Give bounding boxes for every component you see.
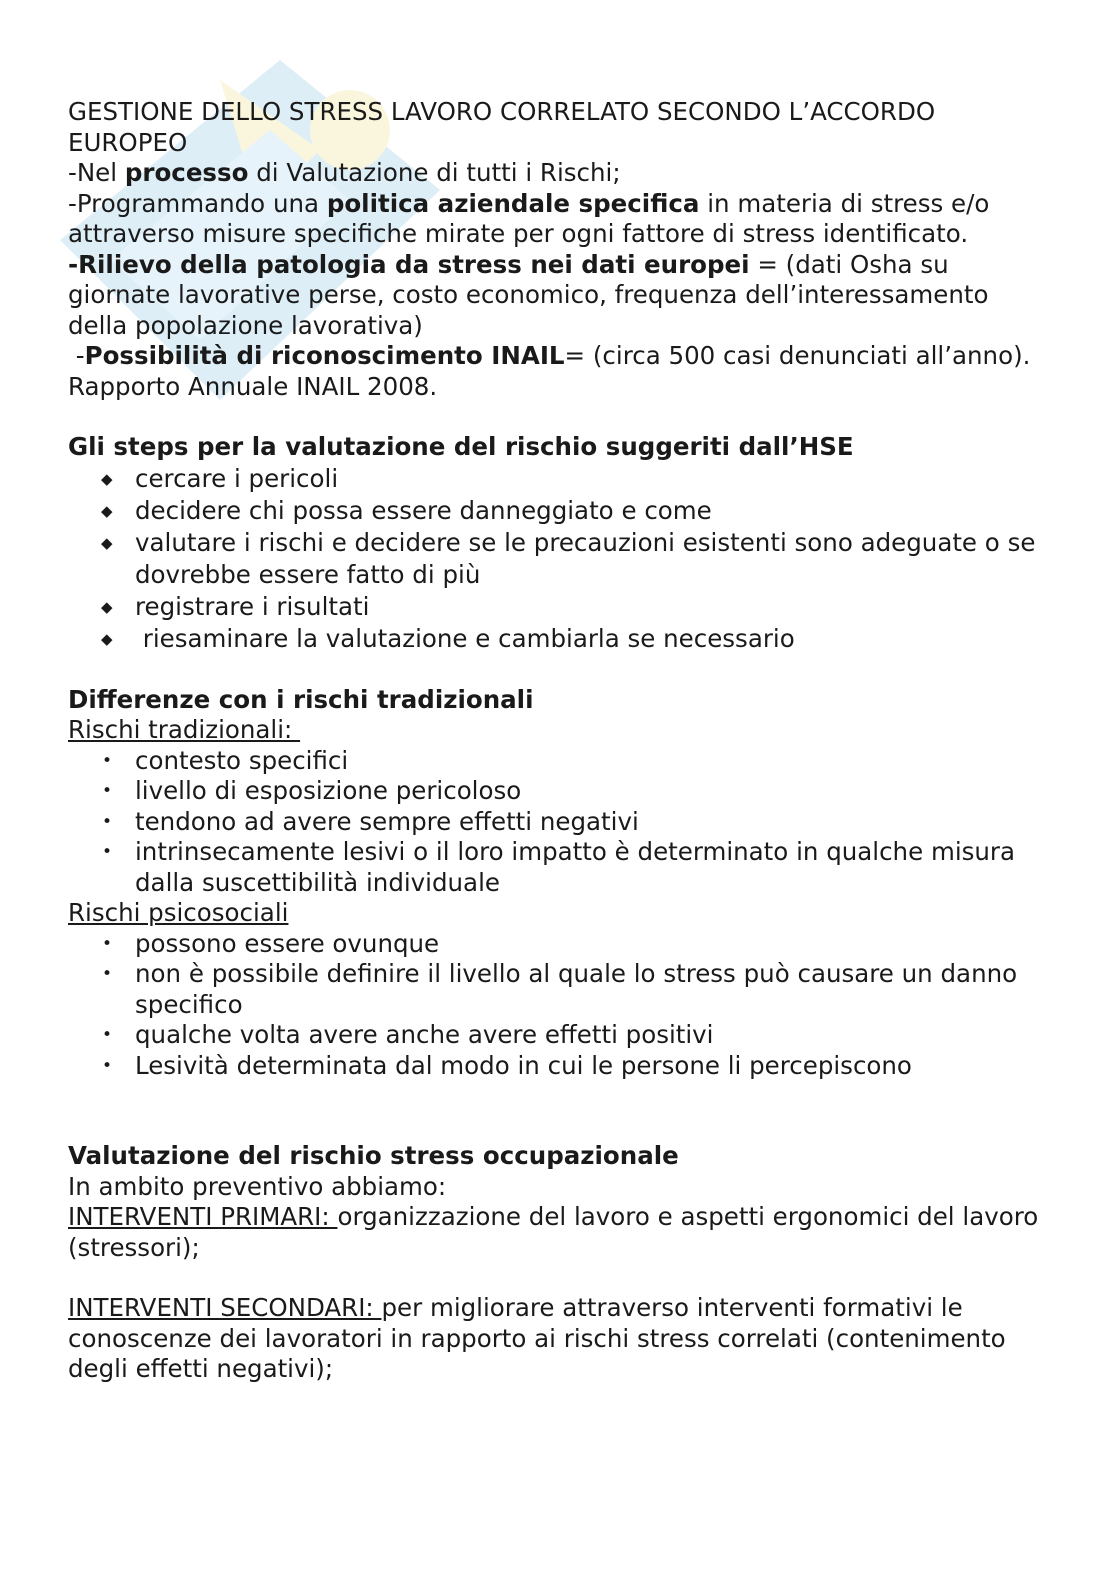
secondary-interventions-label: INTERVENTI SECONDARI: xyxy=(68,1293,382,1322)
intro-line: -Possibilità di riconoscimento INAIL= (circa 500 casi denunciati all’anno). Rapporto Annuale INAIL 2008. xyxy=(68,341,1039,401)
secondary-interventions: INTERVENTI SECONDARI: per migliorare attraverso interventi formativi le conoscenze dei lavoratori in rapporto ai rischi stress correlati (contenimento degli effetti negativi); xyxy=(68,1293,1006,1383)
list-item: • livello di esposizione pericoloso xyxy=(68,776,1048,807)
list-item: ◆ valutare i rischi e decidere se le precauzioni esistenti sono adeguate o se dovrebbe essere fatto di più xyxy=(68,527,1048,591)
intro-line: -Programmando una politica aziendale specifica in materia di stress e/o attraverso misure specifiche mirate per ogni fattore di stress identificato. xyxy=(68,188,990,248)
list-item: • intrinsecamente lesivi o il loro impatto è determinato in qualche misura dalla suscettibilità individuale xyxy=(68,837,1048,898)
list-item: • Lesività determinata dal modo in cui le persone li percepiscono xyxy=(68,1051,1048,1082)
traditional-risks-label: Rischi tradizionali: xyxy=(68,715,301,744)
list-item: ◆ cercare i pericoli xyxy=(68,463,1048,495)
list-item: ◆ riesaminare la valutazione e cambiarla se necessario xyxy=(68,623,1048,655)
list-item: ◆ registrare i risultati xyxy=(68,591,1048,623)
steps-heading: Gli steps per la valutazione del rischio suggeriti dall’HSE xyxy=(68,432,854,461)
steps-list xyxy=(68,463,1048,655)
list-item: • non è possibile definire il livello al quale lo stress può causare un danno specifico xyxy=(68,959,1048,1020)
primary-interventions-label: INTERVENTI PRIMARI: xyxy=(68,1202,338,1231)
document-title: GESTIONE DELLO STRESS LAVORO CORRELATO SECONDO L’ACCORDO EUROPEO xyxy=(68,97,936,157)
differences-heading: Differenze con i rischi tradizionali xyxy=(68,684,534,714)
primary-interventions: INTERVENTI PRIMARI: organizzazione del lavoro e aspetti ergonomici del lavoro (stressori); xyxy=(68,1202,1039,1262)
document-body xyxy=(68,97,1048,1385)
list-item: • possono essere ovunque xyxy=(68,929,1048,960)
assessment-intro: In ambito preventivo abbiamo: xyxy=(68,1171,447,1201)
psychosocial-risks-label: Rischi psicosociali xyxy=(68,898,289,927)
psychosocial-risks-list xyxy=(68,929,1048,1082)
intro-line: -Nel processo di Valutazione di tutti i Rischi; xyxy=(68,158,621,187)
traditional-risks-list xyxy=(68,746,1048,899)
list-item: • qualche volta avere anche avere effetti positivi xyxy=(68,1020,1048,1051)
intro-line: -Rilievo della patologia da stress nei dati europei = (dati Osha su giornate lavorative perse, costo economico, frequenza dell’interessamento della popolazione lavorativa) xyxy=(68,249,989,340)
assessment-heading: Valutazione del rischio stress occupazionale xyxy=(68,1141,679,1170)
list-item: ◆ decidere chi possa essere danneggiato e come xyxy=(68,495,1048,527)
list-item: • tendono ad avere sempre effetti negativi xyxy=(68,807,1048,838)
list-item: • contesto specifici xyxy=(68,746,1048,777)
